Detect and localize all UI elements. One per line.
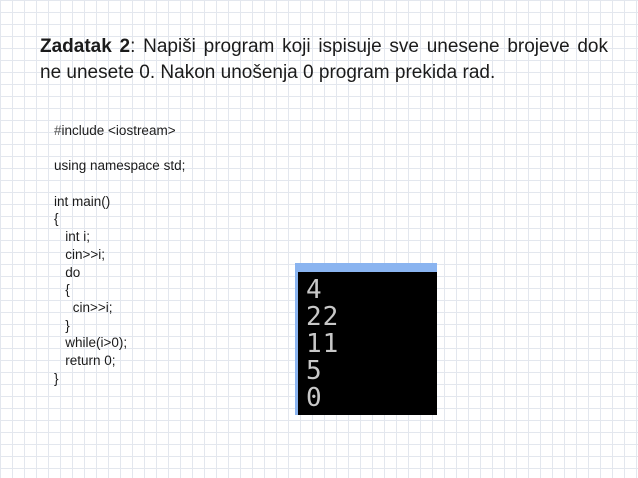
console-output-window bbox=[295, 263, 437, 415]
code-blank-line bbox=[54, 140, 284, 158]
code-line-using: using namespace std; bbox=[54, 158, 186, 174]
code-line-decl: int i; bbox=[54, 229, 91, 245]
task-heading bbox=[40, 34, 608, 86]
code-line-main: int main() bbox=[54, 193, 111, 209]
console-line: 0 bbox=[306, 383, 323, 413]
console-line: 4 bbox=[306, 275, 323, 305]
code-line-do: do bbox=[54, 264, 81, 280]
code-line-include bbox=[54, 122, 284, 140]
code-line-close-brace: } bbox=[54, 370, 59, 386]
console-line: 5 bbox=[306, 356, 323, 386]
code-listing bbox=[54, 122, 284, 387]
code-line-while: while(i>0); bbox=[54, 335, 128, 351]
code-line-cin-first: cin>>i; bbox=[54, 246, 106, 262]
include-text: include <iostream> bbox=[61, 123, 176, 138]
code-line-cin-loop: cin>>i; bbox=[54, 299, 113, 315]
code-line-do-close: } bbox=[54, 317, 70, 333]
console-line: 22 bbox=[306, 302, 340, 332]
console-output bbox=[306, 277, 339, 412]
task-text: : Napiši program koji ispisuje sve unesene brojeve dok ne unesete 0. Nakon unošenja 0 program prekida rad. bbox=[40, 36, 608, 83]
code-blank-line bbox=[54, 175, 284, 193]
code-line-do-open: { bbox=[54, 282, 70, 298]
include-hash: # bbox=[54, 123, 62, 138]
code-line-return: return 0; bbox=[54, 352, 116, 368]
console-line: 11 bbox=[306, 329, 340, 359]
task-label: Zadatak 2 bbox=[40, 36, 131, 57]
code-line-open-brace: { bbox=[54, 211, 59, 227]
